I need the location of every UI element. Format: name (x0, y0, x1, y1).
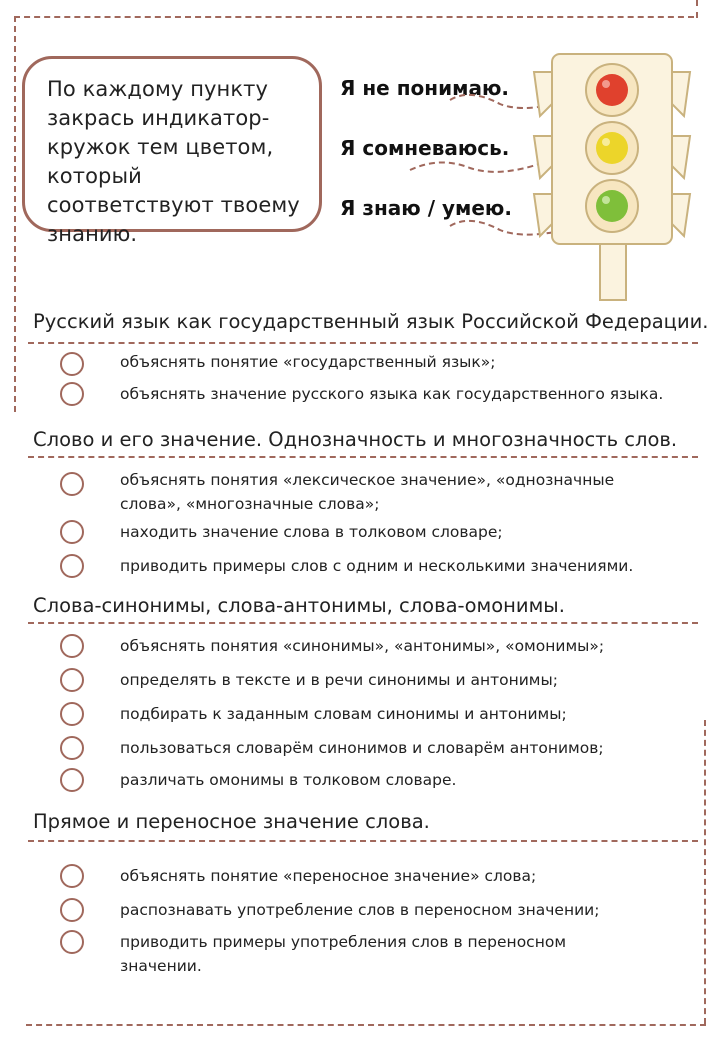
legend-label-red: Я не понимаю. (340, 76, 509, 100)
item-text: объяснять понятия «лексическое значение», «однозначные слова», «многозначные слова»; (120, 471, 615, 513)
item-text: находить значение слова в толковом словаре; (120, 523, 503, 541)
section-divider-1 (28, 342, 698, 344)
traffic-light-icon (528, 44, 698, 304)
legend-label-yellow: Я сомневаюсь. (340, 136, 510, 160)
item-text: приводить примеры слов с одним и несколькими значениями. (120, 557, 634, 575)
item-text: приводить примеры употребления слов в переносном значении. (120, 933, 567, 975)
status-circle[interactable] (60, 382, 84, 406)
green-light-icon (596, 190, 628, 222)
right-border-bottom (704, 720, 706, 1024)
bottom-border (26, 1024, 706, 1026)
status-circle[interactable] (60, 702, 84, 726)
status-circle[interactable] (60, 898, 84, 922)
item-text: объяснять значение русского языка как государственного языка. (120, 385, 664, 403)
legend-label-green: Я знаю / умею. (340, 196, 512, 220)
item-text: объяснять понятие «государственный язык»; (120, 353, 496, 371)
arrow-yellow-path (410, 162, 545, 172)
yellow-light-icon (596, 132, 628, 164)
status-circle[interactable] (60, 768, 84, 792)
status-circle[interactable] (60, 472, 84, 496)
status-circle[interactable] (60, 668, 84, 692)
section-title-1: Русский язык как государственный язык Российской Федерации. (33, 310, 709, 333)
status-circle[interactable] (60, 634, 84, 658)
item-text: подбирать к заданным словам синонимы и антонимы; (120, 705, 567, 723)
section-title-4: Прямое и переносное значение слова. (33, 810, 430, 833)
red-light-icon (596, 74, 628, 106)
section-title-3: Слова-синонимы, слова-антонимы, слова-омонимы. (33, 594, 565, 617)
section-divider-2 (28, 456, 698, 458)
section-divider-4 (28, 840, 698, 842)
status-circle[interactable] (60, 352, 84, 376)
item-text: определять в тексте и в речи синонимы и антонимы; (120, 671, 558, 689)
item-text: пользоваться словарём синонимов и словарём антонимов; (120, 739, 604, 757)
status-circle[interactable] (60, 736, 84, 760)
status-circle[interactable] (60, 930, 84, 954)
item-text: объяснять понятия «синонимы», «антонимы», «омонимы»; (120, 637, 605, 655)
section-divider-3 (28, 622, 698, 624)
instruction-text: По каждому пункту закрась индикатор-кружок тем цветом, который соответствуют твоему знанию. (47, 77, 300, 246)
section-title-2: Слово и его значение. Однозначность и многозначность слов. (33, 428, 678, 451)
status-circle[interactable] (60, 520, 84, 544)
status-circle[interactable] (60, 554, 84, 578)
item-text: распознавать употребление слов в переносном значении; (120, 901, 600, 919)
status-circle[interactable] (60, 864, 84, 888)
item-text: различать омонимы в толковом словаре. (120, 771, 457, 789)
item-text: объяснять понятие «переносное значение» слова; (120, 867, 537, 885)
